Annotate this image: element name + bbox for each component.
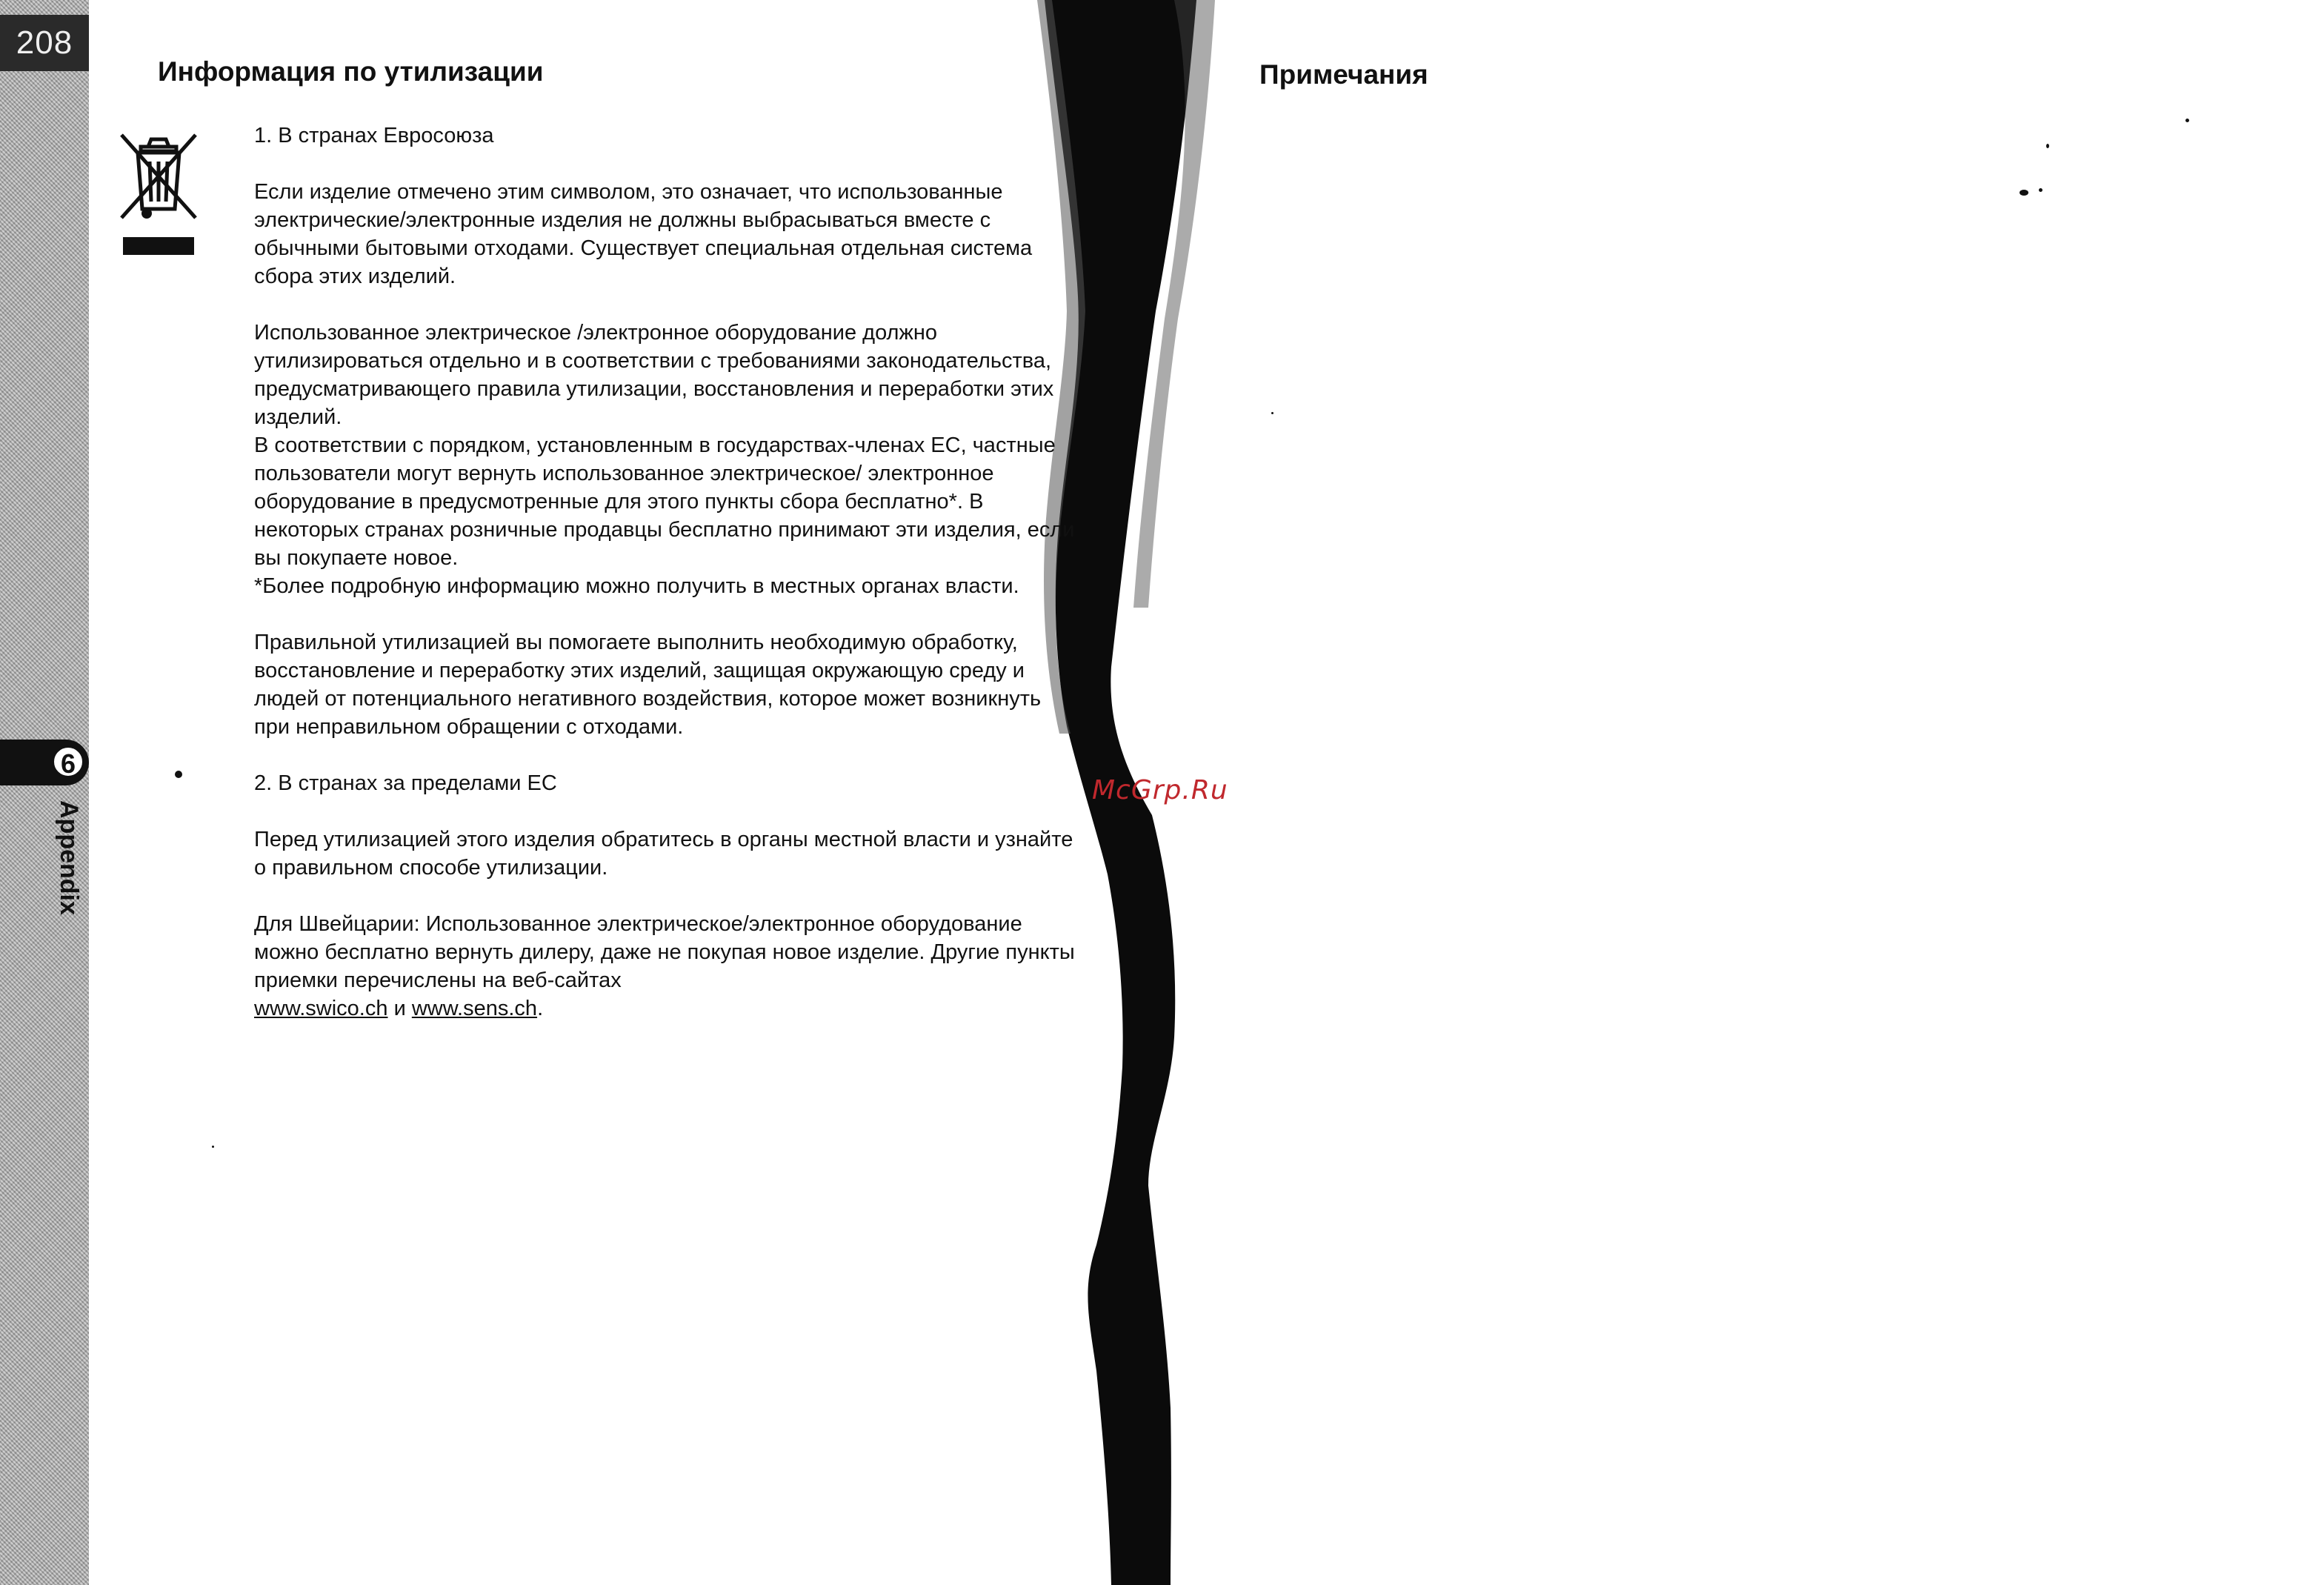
- scan-speck: [212, 1146, 214, 1148]
- notes-title: Примечания: [1259, 59, 1428, 90]
- page-number: 208: [0, 15, 89, 71]
- page-title: Информация по утилизации: [158, 56, 544, 87]
- paragraph-separate-disposal: Использованное электрическое /электронное оборудование должно утилизироваться отдельно и в соответствии с требованиями законодательства, предусматривающего правила утилизации, восстановления и переработки этих изделий.: [254, 321, 1054, 429]
- paragraph-footnote: *Более подробную информацию можно получить в местных органах власти.: [254, 574, 1019, 598]
- sens-link[interactable]: www.sens.ch: [411, 997, 538, 1020]
- paragraph-symbol-meaning: Если изделие отмечено этим символом, это означает, что использованные электрические/электронные изделия не должны выбрасываться вместе с обычными бытовыми отходами. Существует специальная отдельная система сбора этих изделий.: [254, 180, 1033, 288]
- side-strip: [0, 0, 89, 1585]
- paragraph-switzerland: [254, 910, 1076, 1023]
- trailing-dot: .: [537, 997, 544, 1020]
- section-heading-non-eu: 2. В странах за пределами ЕС: [254, 771, 557, 795]
- paragraph-benefits: Правильной утилизацией вы помогаете выполнить необходимую обработку, восстановление и переработку этих изделий, защищая окружающую среду и людей от потенциального негативного воздействия, которое может возникнуть при неправильном обращении с отходами.: [254, 631, 1042, 739]
- conjunction: и: [393, 997, 406, 1020]
- paragraph-non-eu: Перед утилизацией этого изделия обратитесь в органы местной власти и узнайте о правильном способе утилизации.: [254, 828, 1073, 880]
- chapter-number-badge: 6: [52, 745, 84, 778]
- switzerland-text: Для Швейцарии: Использованное электрическое/электронное оборудование можно бесплатно вернуть дилеру, даже не покупая новое изделие. Другие пункты приемки перечислены на веб-сайтах: [254, 912, 1075, 992]
- disposal-text-block: [254, 122, 1076, 1051]
- margin-dot: [175, 771, 182, 778]
- swico-link[interactable]: www.swico.ch: [254, 997, 388, 1020]
- scan-speck: [2185, 119, 2189, 122]
- scan-speck: [2039, 188, 2042, 192]
- scan-speck: [2020, 190, 2028, 196]
- section-heading-eu: 1. В странах Евросоюза: [254, 124, 494, 147]
- crossed-out-wheelie-bin-icon: [116, 130, 202, 261]
- scan-speck: [2046, 144, 2049, 148]
- scan-speck: [1271, 412, 1273, 414]
- watermark: McGrp.Ru: [1092, 775, 1228, 805]
- paragraph-eu-return: В соответствии с порядком, установленным в государствах-членах ЕС, частные пользователи могут вернуть использованное электрическое/ электронное оборудование в предусмотренные для этого пункты сбора бесплатно*. В некоторых странах розничные продавцы бесплатно принимают эти изделия, если вы покупаете новое.: [254, 433, 1075, 570]
- chapter-label: Appendix: [55, 800, 83, 915]
